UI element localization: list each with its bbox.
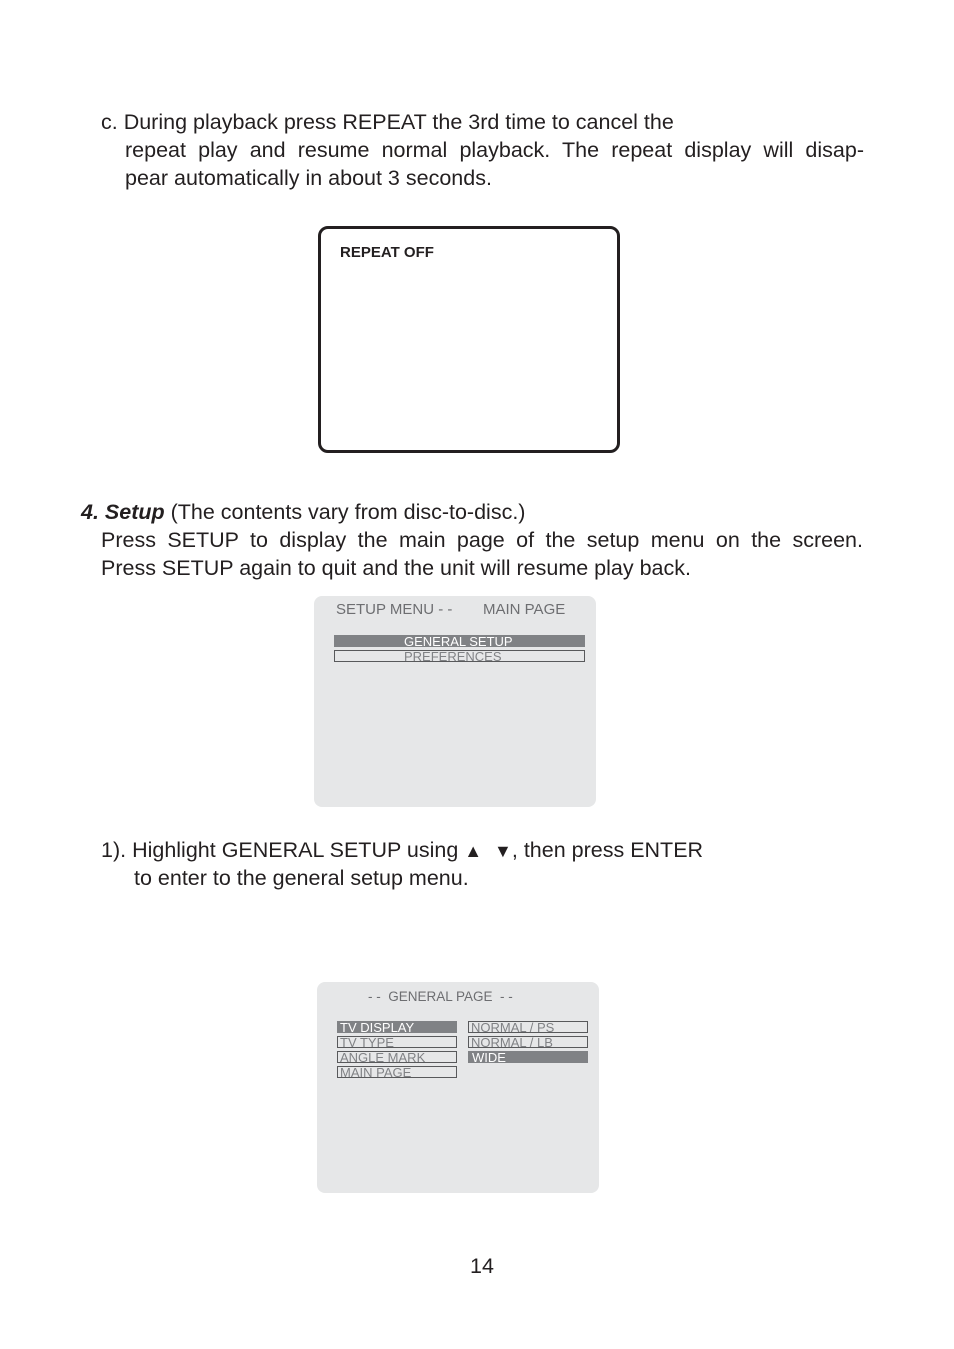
menu-item-angle-mark[interactable]: ANGLE MARK bbox=[337, 1051, 457, 1063]
setup-heading-note: (The contents vary from disc-to-disc.) bbox=[164, 500, 526, 524]
menu-item-preferences[interactable]: PREFERENCES bbox=[334, 650, 585, 662]
option-normal-lb[interactable]: NORMAL / LB bbox=[468, 1036, 588, 1048]
setup-menu-title: SETUP MENU - - bbox=[336, 601, 453, 618]
menu-item-general-setup[interactable]: GENERAL SETUP bbox=[334, 635, 585, 647]
step-c-line-2: repeat play and resume normal playback. The repeat display will disap- bbox=[125, 138, 864, 162]
up-arrow-icon: ▲ bbox=[464, 841, 483, 861]
setup-heading: 4. Setup bbox=[81, 500, 165, 524]
step-1-text-after: , then press ENTER bbox=[511, 838, 704, 862]
step-1-text-before: 1). Highlight GENERAL SETUP using bbox=[101, 838, 465, 862]
menu-item-main-page[interactable]: MAIN PAGE bbox=[337, 1066, 457, 1078]
option-wide[interactable]: WIDE bbox=[468, 1051, 588, 1063]
repeat-off-osd: REPEAT OFF bbox=[340, 244, 434, 261]
general-menu-title: - - GENERAL PAGE - - bbox=[368, 989, 513, 1004]
setup-menu-panel bbox=[314, 596, 596, 807]
option-normal-ps[interactable]: NORMAL / PS bbox=[468, 1021, 588, 1033]
step-1-line-1 bbox=[101, 836, 703, 865]
setup-line-2: Press SETUP again to quit and the unit will resume play back. bbox=[101, 556, 691, 580]
step-c-line-3: pear automatically in about 3 seconds. bbox=[125, 166, 492, 190]
general-menu-panel bbox=[317, 982, 599, 1193]
setup-menu-main-page-label: MAIN PAGE bbox=[483, 601, 566, 618]
step-1-line-2: to enter to the general setup menu. bbox=[134, 866, 469, 890]
page-number: 14 bbox=[470, 1254, 494, 1278]
step-c-line-1: c. During playback press REPEAT the 3rd time to cancel the bbox=[101, 110, 674, 134]
menu-item-tv-display[interactable]: TV DISPLAY bbox=[337, 1021, 457, 1033]
setup-line-1: Press SETUP to display the main page of the setup menu on the screen. bbox=[101, 528, 863, 552]
down-arrow-icon: ▼ bbox=[494, 841, 512, 861]
repeat-screen-frame bbox=[318, 226, 620, 453]
menu-item-tv-type[interactable]: TV TYPE bbox=[337, 1036, 457, 1048]
setup-heading-line bbox=[81, 498, 525, 526]
